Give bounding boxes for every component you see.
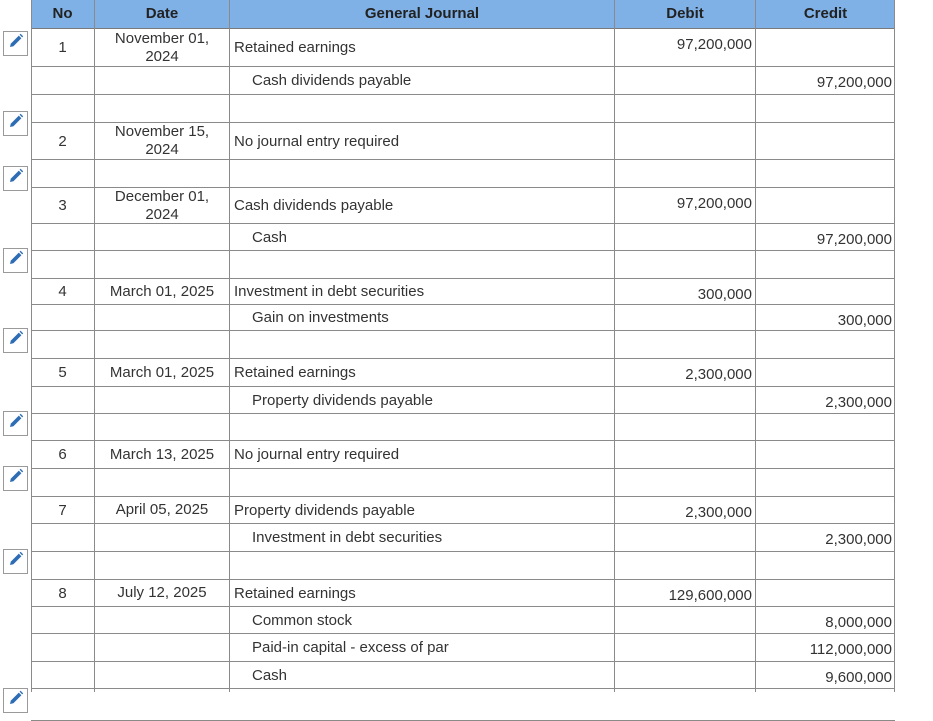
account-cell: Investment in debt securities bbox=[234, 283, 425, 300]
no-cell bbox=[31, 224, 94, 250]
edit-entry-button-2[interactable] bbox=[3, 111, 28, 136]
credit-cell: 9,600,000 bbox=[825, 669, 892, 686]
table-row bbox=[31, 305, 895, 331]
debit-cell bbox=[615, 552, 755, 579]
date-cell bbox=[95, 67, 229, 94]
date-cell bbox=[95, 607, 229, 633]
table-row bbox=[31, 469, 895, 497]
table-row bbox=[31, 552, 895, 580]
credit-cell bbox=[756, 441, 895, 468]
edit-entry-button-8[interactable] bbox=[3, 549, 28, 574]
date-cell bbox=[95, 305, 229, 330]
debit-cell: 2,300,000 bbox=[685, 504, 752, 521]
debit-cell bbox=[615, 305, 755, 330]
no-cell bbox=[31, 689, 94, 720]
grid-line bbox=[94, 0, 95, 692]
debit-cell bbox=[615, 67, 755, 94]
credit-cell bbox=[756, 95, 895, 122]
no-cell: 6 bbox=[58, 446, 67, 463]
debit-cell bbox=[615, 123, 755, 159]
header-no: No bbox=[52, 5, 73, 22]
date-cell bbox=[95, 552, 229, 579]
pencil-icon bbox=[8, 168, 24, 189]
no-cell bbox=[31, 524, 94, 551]
account-cell: Property dividends payable bbox=[252, 391, 433, 409]
date-cell bbox=[95, 524, 229, 551]
table-header bbox=[31, 0, 895, 29]
account-cell: Gain on investments bbox=[252, 309, 389, 326]
date-cell bbox=[95, 95, 229, 122]
no-cell bbox=[31, 662, 94, 688]
date-cell: December 01, 2024 bbox=[114, 187, 210, 223]
debit-cell bbox=[615, 251, 755, 278]
header-date: Date bbox=[145, 5, 179, 22]
credit-cell: 8,000,000 bbox=[825, 614, 892, 631]
no-cell bbox=[31, 331, 94, 358]
credit-cell bbox=[756, 29, 895, 66]
account-cell bbox=[230, 552, 614, 579]
no-cell bbox=[31, 387, 94, 413]
table-row bbox=[31, 524, 895, 552]
no-cell: 8 bbox=[58, 584, 67, 602]
debit-cell bbox=[615, 331, 755, 358]
date-cell bbox=[95, 251, 229, 278]
date-cell bbox=[95, 331, 229, 358]
credit-cell bbox=[756, 552, 895, 579]
header-general-journal: General Journal bbox=[364, 5, 480, 22]
debit-cell bbox=[615, 387, 755, 413]
table-row bbox=[31, 607, 895, 634]
table-row bbox=[31, 188, 895, 224]
pencil-icon bbox=[8, 468, 24, 489]
date-cell: November 01, 2024 bbox=[114, 29, 210, 65]
debit-cell bbox=[615, 662, 755, 688]
no-cell bbox=[31, 160, 94, 187]
edit-entry-button-7[interactable] bbox=[3, 466, 28, 491]
date-cell bbox=[95, 414, 229, 440]
debit-cell: 129,600,000 bbox=[668, 587, 752, 604]
date-cell bbox=[95, 387, 229, 413]
debit-cell bbox=[615, 607, 755, 633]
account-cell bbox=[230, 95, 614, 122]
account-cell: Common stock bbox=[252, 611, 353, 629]
table-row bbox=[31, 160, 895, 188]
no-cell bbox=[31, 95, 94, 122]
date-cell bbox=[95, 634, 229, 661]
account-cell: Retained earnings bbox=[234, 364, 356, 381]
debit-cell bbox=[615, 634, 755, 661]
credit-cell bbox=[756, 689, 895, 720]
date-cell bbox=[95, 160, 229, 187]
no-cell: 7 bbox=[58, 501, 67, 519]
general-journal-table bbox=[31, 0, 895, 692]
credit-cell: 97,200,000 bbox=[816, 231, 892, 248]
account-cell: Cash bbox=[252, 228, 288, 246]
no-cell bbox=[31, 607, 94, 633]
debit-cell: 2,300,000 bbox=[685, 366, 752, 383]
table-row bbox=[31, 331, 895, 359]
no-cell: 1 bbox=[58, 39, 67, 56]
header-debit: Debit bbox=[666, 5, 704, 22]
debit-cell bbox=[615, 689, 755, 720]
credit-cell: 300,000 bbox=[837, 312, 892, 329]
edit-entry-button-6[interactable] bbox=[3, 411, 28, 436]
account-cell bbox=[230, 331, 614, 358]
debit-cell bbox=[615, 469, 755, 496]
pencil-icon bbox=[8, 330, 24, 351]
date-cell bbox=[95, 662, 229, 688]
edit-entry-button-5[interactable] bbox=[3, 328, 28, 353]
account-cell: Cash bbox=[252, 666, 288, 684]
credit-cell bbox=[756, 279, 895, 304]
account-cell: Paid-in capital - excess of par bbox=[252, 639, 449, 656]
date-cell: March 01, 2025 bbox=[109, 282, 215, 300]
date-cell: November 15, 2024 bbox=[114, 123, 210, 158]
debit-cell bbox=[615, 160, 755, 187]
pencil-icon bbox=[8, 113, 24, 134]
credit-cell bbox=[756, 331, 895, 358]
account-cell: Investment in debt securities bbox=[252, 529, 443, 546]
pencil-icon bbox=[8, 33, 24, 54]
grid-line bbox=[755, 0, 756, 692]
table-row bbox=[31, 95, 895, 123]
debit-cell bbox=[615, 95, 755, 122]
no-cell: 2 bbox=[58, 132, 67, 150]
grid-line bbox=[229, 0, 230, 692]
grid-line bbox=[614, 0, 615, 692]
table-row bbox=[31, 634, 895, 662]
table-row bbox=[31, 29, 895, 67]
credit-cell: 2,300,000 bbox=[825, 531, 892, 548]
account-cell: Retained earnings bbox=[234, 584, 356, 602]
edit-entry-button-1[interactable] bbox=[3, 31, 28, 56]
debit-cell bbox=[615, 441, 755, 468]
table-row bbox=[31, 279, 895, 305]
credit-cell bbox=[756, 123, 895, 159]
credit-cell: 112,000,000 bbox=[809, 641, 892, 658]
no-cell: 4 bbox=[58, 283, 67, 300]
credit-cell bbox=[756, 251, 895, 278]
debit-cell: 300,000 bbox=[697, 286, 752, 303]
table-row bbox=[31, 123, 895, 160]
credit-cell bbox=[756, 497, 895, 523]
credit-cell bbox=[756, 188, 895, 223]
credit-cell bbox=[756, 580, 895, 606]
account-cell bbox=[230, 160, 614, 187]
account-cell: Retained earnings bbox=[234, 39, 356, 56]
no-cell bbox=[31, 414, 94, 440]
grid-line bbox=[894, 0, 895, 692]
pencil-icon bbox=[8, 413, 24, 434]
credit-cell bbox=[756, 469, 895, 496]
account-cell: Property dividends payable bbox=[234, 501, 415, 519]
credit-cell bbox=[756, 359, 895, 386]
debit-cell: 97,200,000 bbox=[676, 36, 752, 53]
debit-cell bbox=[615, 414, 755, 440]
no-cell bbox=[31, 251, 94, 278]
table-row bbox=[31, 580, 895, 607]
table-row bbox=[31, 359, 895, 387]
account-cell bbox=[230, 251, 614, 278]
debit-cell bbox=[615, 224, 755, 250]
account-cell: No journal entry required bbox=[234, 132, 400, 150]
no-cell bbox=[31, 305, 94, 330]
table-row bbox=[31, 689, 895, 721]
table-row bbox=[31, 497, 895, 524]
no-cell: 5 bbox=[58, 364, 67, 381]
account-cell bbox=[230, 414, 614, 440]
date-cell: April 05, 2025 bbox=[115, 501, 209, 518]
header-credit: Credit bbox=[803, 5, 848, 22]
no-cell: 3 bbox=[58, 197, 67, 214]
date-cell bbox=[95, 224, 229, 250]
pencil-icon bbox=[8, 551, 24, 572]
date-cell: March 01, 2025 bbox=[109, 363, 215, 381]
no-cell bbox=[31, 552, 94, 579]
table-row bbox=[31, 251, 895, 279]
account-cell: No journal entry required bbox=[234, 446, 400, 463]
date-cell bbox=[95, 689, 229, 720]
credit-cell: 2,300,000 bbox=[825, 394, 892, 411]
edit-entry-button-3[interactable] bbox=[3, 166, 28, 191]
date-cell: March 13, 2025 bbox=[109, 445, 215, 463]
table-row bbox=[31, 441, 895, 469]
pencil-icon bbox=[8, 250, 24, 271]
credit-cell bbox=[756, 414, 895, 440]
no-cell bbox=[31, 67, 94, 94]
account-cell bbox=[230, 689, 614, 720]
table-row bbox=[31, 224, 895, 251]
debit-cell: 97,200,000 bbox=[676, 195, 752, 212]
pencil-icon bbox=[8, 690, 24, 711]
account-cell bbox=[230, 469, 614, 496]
date-cell bbox=[95, 469, 229, 496]
credit-cell: 97,200,000 bbox=[816, 74, 892, 91]
table-row bbox=[31, 414, 895, 441]
grid-line bbox=[31, 0, 32, 692]
date-cell: July 12, 2025 bbox=[117, 584, 207, 601]
table-row bbox=[31, 387, 895, 414]
credit-cell bbox=[756, 160, 895, 187]
table-row bbox=[31, 662, 895, 689]
no-cell bbox=[31, 469, 94, 496]
debit-cell bbox=[615, 524, 755, 551]
table-row bbox=[31, 67, 895, 95]
account-cell: Cash dividends payable bbox=[252, 72, 412, 89]
edit-entry-button-4[interactable] bbox=[3, 248, 28, 273]
no-cell bbox=[31, 634, 94, 661]
account-cell: Cash dividends payable bbox=[234, 197, 394, 214]
